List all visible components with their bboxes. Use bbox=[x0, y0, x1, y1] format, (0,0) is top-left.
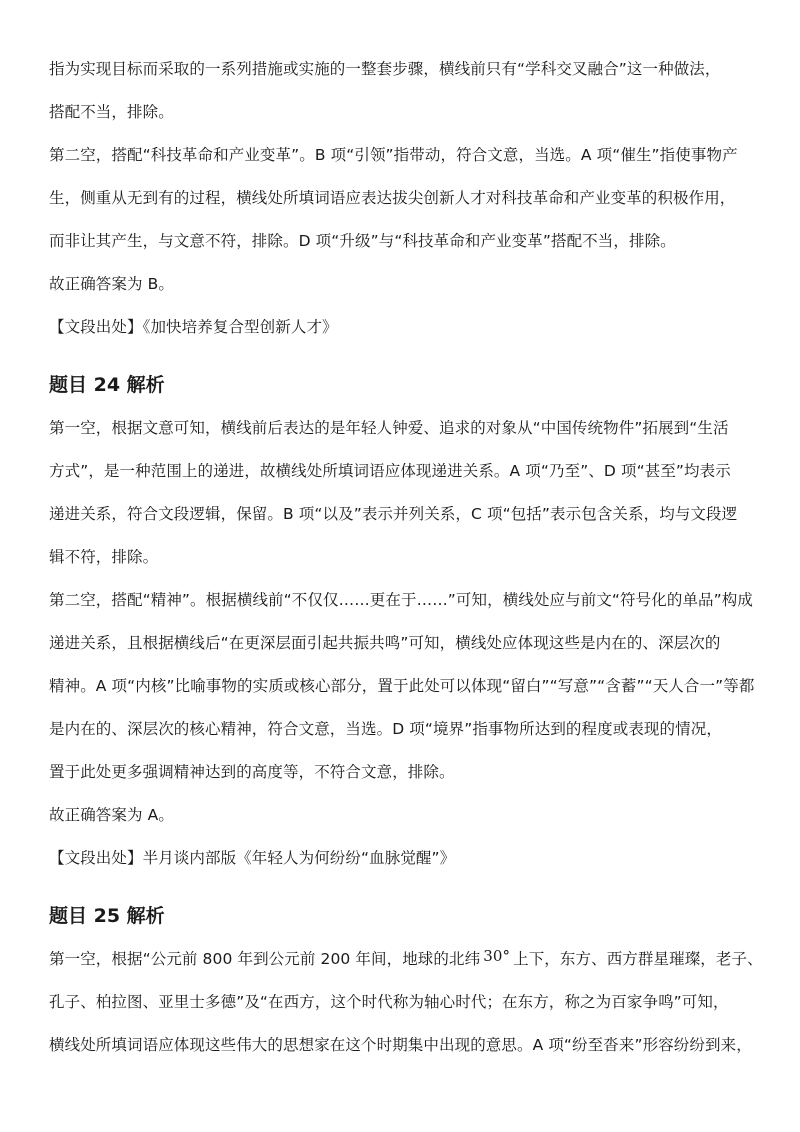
paragraph-line: 而非让其产生，与文意不符，排除。D 项“升级”与“科技革命和产业变革”搭配不当，排除。 bbox=[49, 232, 676, 250]
paragraph-line: 搭配不当，排除。 bbox=[49, 103, 174, 121]
paragraph-line: 故正确答案为 B。 bbox=[49, 275, 174, 293]
paragraph-line: 是内在的、深层次的核心精神，符合文意，当选。D 项“境界”指事物所达到的程度或表现的情况， bbox=[49, 720, 722, 738]
paragraph-line: 生，侧重从无到有的过程，横线处所填词语应表达拔尖创新人才对科技革命和产业变革的积极作用， bbox=[49, 189, 736, 207]
section-heading-q25: 题目 25 解析 bbox=[49, 905, 165, 927]
section-heading-q24: 题目 24 解析 bbox=[49, 374, 165, 396]
paragraph-line: 故正确答案为 A。 bbox=[49, 806, 174, 824]
source-citation: 【文段出处】《加快培养复合型创新人才》 bbox=[49, 318, 338, 336]
paragraph-line: 第一空，根据文意可知，横线前后表达的是年轻人钟爱、追求的对象从“中国传统物件”拓展到“生活 bbox=[49, 419, 729, 437]
paragraph-line: 孔子、柏拉图、亚里士多德”及“在西方，这个时代称为轴心时代；在东方，称之为百家争鸣”可知， bbox=[49, 993, 729, 1011]
paragraph-line: 第二空，搭配“精神”。根据横线前“不仅仅……更在于……”可知，横线处应与前文“符号化的单品”构成 bbox=[49, 591, 753, 609]
paragraph-line: 第二空，搭配“科技革命和产业变革”。B 项“引领”指带动，符合文意，当选。A 项“催生”指使事物产 bbox=[49, 146, 738, 164]
paragraph-text: 第一空，根据“公元前 800 年到公元前 200 年间，地球的北纬 bbox=[49, 950, 481, 968]
paragraph-line: 方式”，是一种范围上的递进，故横线处所填词语应体现递进关系。A 项“乃至”、D 项“甚至”均表示 bbox=[49, 462, 731, 480]
paragraph-line: 辑不符，排除。 bbox=[49, 548, 159, 566]
paragraph-line: 横线处所填词语应体现这些伟大的思想家在这个时期集中出现的意思。A 项“纷至沓来”形容纷纷到来， bbox=[49, 1036, 752, 1054]
paragraph-line: 递进关系，且根据横线后“在更深层面引起共振共鸣”可知，横线处应体现这些是内在的、深层次的 bbox=[49, 634, 721, 652]
paragraph-line: 指为实现目标而采取的一系列措施或实施的一整套步骤，横线前只有“学科交叉融合”这一种做法， bbox=[49, 60, 721, 78]
latitude-math: 30° bbox=[483, 947, 511, 965]
paragraph-line: 置于此处更多强调精神达到的高度等，不符合文意，排除。 bbox=[49, 763, 455, 781]
paragraph-text: 上下，东方、西方群星璀璨，老子、 bbox=[513, 950, 763, 968]
paragraph-line bbox=[49, 948, 763, 970]
paragraph-line: 精神。A 项“内核”比喻事物的实质或核心部分，置于此处可以体现“留白”“写意”“含蓄”“天人合一”等都 bbox=[49, 677, 755, 695]
source-citation: 【文段出处】半月谈内部版《年轻人为何纷纷“血脉觉醒”》 bbox=[49, 849, 456, 867]
paragraph-line: 递进关系，符合文段逻辑，保留。B 项“以及”表示并列关系，C 项“包括”表示包含关系，均与文段逻 bbox=[49, 505, 738, 523]
